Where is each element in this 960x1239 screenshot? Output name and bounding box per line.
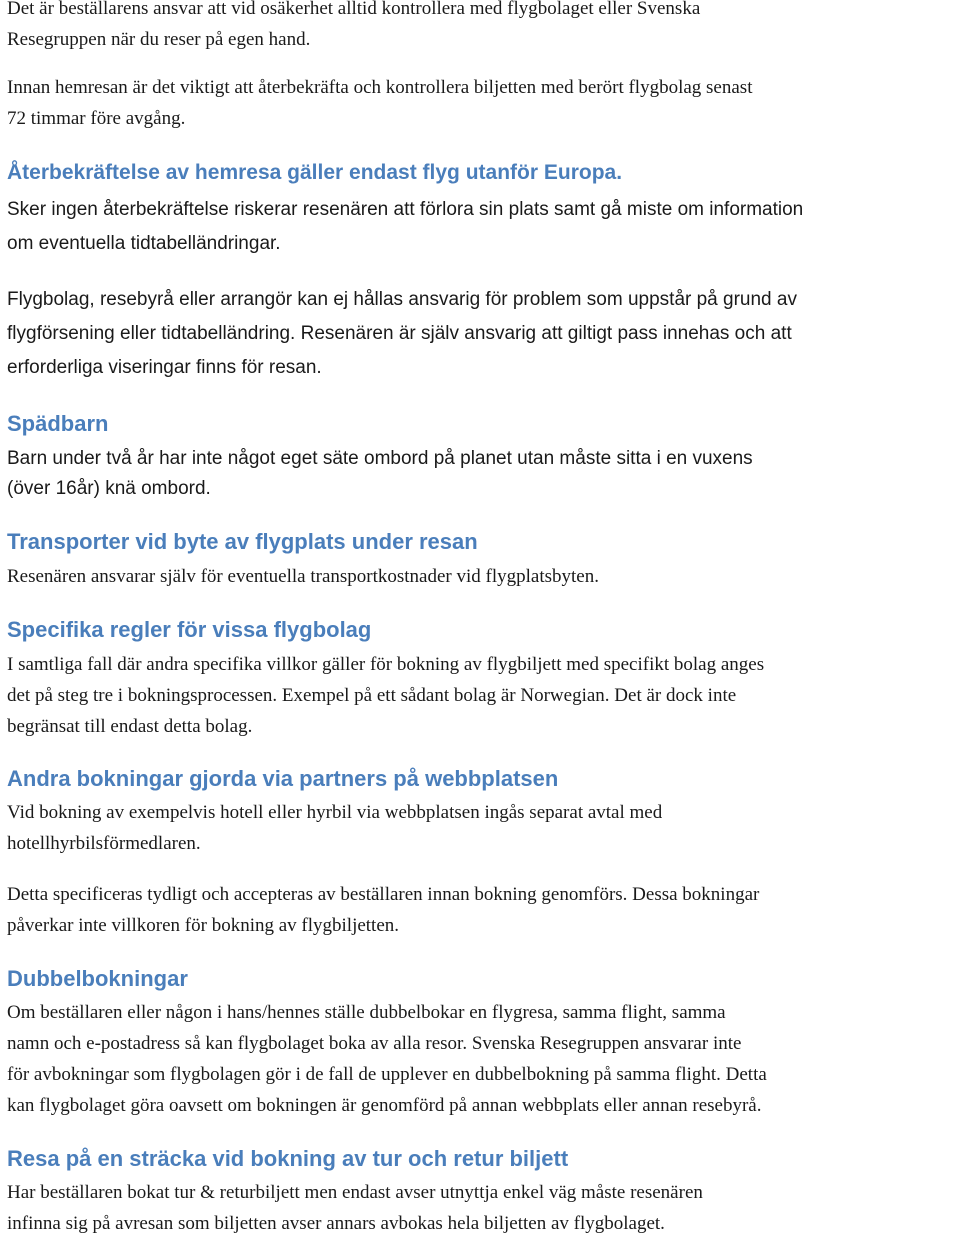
transfers-paragraph (7, 561, 959, 592)
text-line: om eventuella tidtabelländringar. (7, 233, 281, 254)
text-line: Har beställaren bokat tur & returbiljett men endast avser utnyttja enkel väg måste resenären (7, 1182, 703, 1203)
one-way-paragraph (7, 1177, 959, 1239)
partners-paragraph-2 (7, 879, 959, 941)
reconfirm-heading: Återbekräftelse av hemresa gäller endast flyg utanför Europa. (7, 161, 623, 184)
reconfirm-paragraph (7, 193, 959, 261)
text-line: flygförsening eller tidtabelländring. Resenären är själv ansvarig att giltigt pass innehas och att (7, 323, 792, 344)
infants-paragraph (7, 444, 959, 504)
intro-paragraph-2 (7, 72, 959, 134)
text-line: påverkar inte villkoren för bokning av flygbiljetten. (7, 915, 400, 936)
text-line: Vid bokning av exempelvis hotell eller hyrbil via webbplatsen ingås separat avtal med (7, 802, 663, 823)
partners-heading: Andra bokningar gjorda via partners på webbplatsen (7, 766, 559, 791)
text-line: erforderliga viseringar finns för resan. (7, 357, 322, 378)
text-line: (över 16år) knä ombord. (7, 478, 211, 499)
infants-heading: Spädbarn (7, 411, 109, 436)
text-line: Flygbolag, resebyrå eller arrangör kan ej hållas ansvarig för problem som uppstår på grund av (7, 289, 797, 310)
text-line: Resenären ansvarar själv för eventuella transportkostnader vid flygplatsbyten. (7, 566, 599, 587)
text-line: namn och e-postadress så kan flygbolaget boka av alla resor. Svenska Resegruppen ansvarar inte (7, 1033, 742, 1054)
text-line: det på steg tre i bokningsprocessen. Exempel på ett sådant bolag är Norwegian. Det är dock inte (7, 685, 737, 706)
partners-paragraph (7, 797, 959, 859)
text-line: Detta specificeras tydligt och accepteras av beställaren innan bokning genomförs. Dessa bokningar (7, 884, 760, 905)
text-line: hotellhyrbilsförmedlaren. (7, 833, 201, 854)
text-line: kan flygbolaget göra oavsett om bokningen är genomförd på annan webbplats eller annan resebyrå. (7, 1095, 762, 1116)
text-line: 72 timmar före avgång. (7, 108, 186, 129)
airline-rules-paragraph (7, 649, 959, 742)
double-booking-paragraph (7, 997, 959, 1121)
text-line: Sker ingen återbekräftelse riskerar resenären att förlora sin plats samt gå miste om information (7, 199, 804, 220)
text-line: Innan hemresan är det viktigt att återbekräfta och kontrollera biljetten med berört flygbolag senast (7, 77, 753, 98)
airline-rules-heading: Specifika regler för vissa flygbolag (7, 617, 372, 642)
text-line: begränsat till endast detta bolag. (7, 716, 253, 737)
intro-paragraph-1 (7, 0, 959, 55)
transfers-heading: Transporter vid byte av flygplats under resan (7, 529, 478, 554)
text-line: infinna sig på avresan som biljetten avser annars avbokas hela biljetten av flygbolaget. (7, 1213, 665, 1234)
text-line: I samtliga fall där andra specifika villkor gäller för bokning av flygbiljett med specifikt bolag anges (7, 654, 765, 675)
text-line: Barn under två år har inte något eget säte ombord på planet utan måste sitta i en vuxens (7, 448, 753, 469)
text-line: Det är beställarens ansvar att vid osäkerhet alltid kontrollera med flygbolaget eller Svenska (7, 0, 701, 19)
text-line: för avbokningar som flygbolagen gör i de fall de upplever en dubbelbokning på samma flight. Detta (7, 1064, 767, 1085)
text-line: Resegruppen när du reser på egen hand. (7, 29, 311, 50)
one-way-heading: Resa på en sträcka vid bokning av tur och retur biljett (7, 1146, 569, 1171)
text-line: Om beställaren eller någon i hans/hennes ställe dubbelbokar en flygresa, samma flight, samma (7, 1002, 726, 1023)
double-booking-heading: Dubbelbokningar (7, 966, 188, 991)
liability-paragraph (7, 283, 959, 385)
